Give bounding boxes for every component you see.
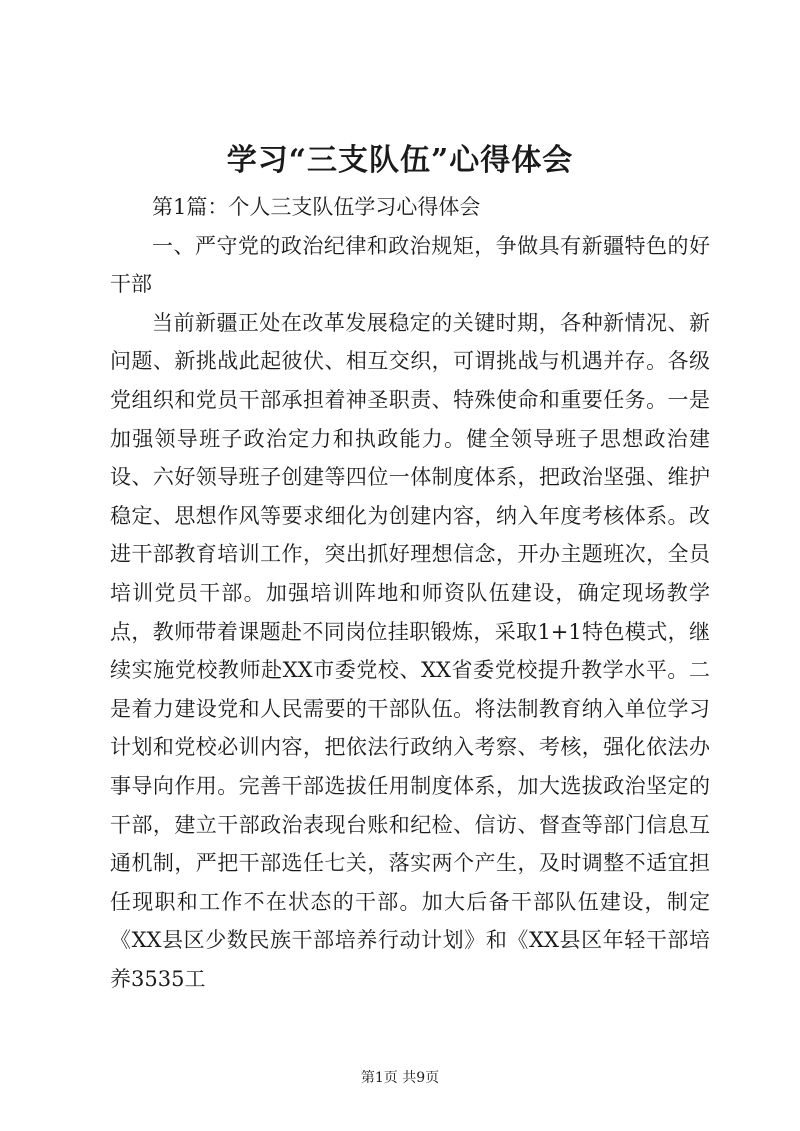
page-footer: 第1页 共9页 <box>360 1070 440 1086</box>
document-body <box>110 188 710 998</box>
section-heading: 第1篇：个人三支队伍学习心得体会 <box>152 195 481 219</box>
document-title: 学习“三支队伍”心得体会 <box>226 143 574 178</box>
body-paragraph: 当前新疆正处在改革发展稳定的关键时期，各种新情况、新问题、新挑战此起彼伏、相互交织，可谓挑战与机遇并存。各级党组织和党员干部承担着神圣职责、特殊使命和重要任务。一是加强领导班子政治定力和执政能力。健全领导班子思想政治建设、六好领导班子创建等四位一体制度体系，把政治坚强、维护稳定、思想作风等要求细化为创建内容，纳入年度考核体系。改进干部教育培训工作，突出抓好理想信念，开办主题班次，全员培训党员干部。加强培训阵地和师资队伍建设，确定现场教学点，教师带着课题赴不同岗位挂职锻炼，采取1+1特色模式，继续实施党校教师赴XX市委党校、XX省委党校提升教学水平。二是着力建设党和人民需要的干部队伍。将法制教育纳入单位学习计划和党校必训内容，把依法行政纳入考察、考核，强化依法办事导向作用。完善干部选拔任用制度体系，加大选拔政治坚定的干部，建立干部政治表现台账和纪检、信访、督查等部门信息互通机制，严把干部选任七关，落实两个产生，及时调整不适宜担任现职和工作不在状态的干部。加大后备干部队伍建设，制定《XX县区少数民族干部培养行动计划》和《XX县区年轻干部培养3535工 <box>110 310 710 991</box>
subsection-heading: 一、严守党的政治纪律和政治规矩，争做具有新疆特色的好干部 <box>110 233 710 297</box>
